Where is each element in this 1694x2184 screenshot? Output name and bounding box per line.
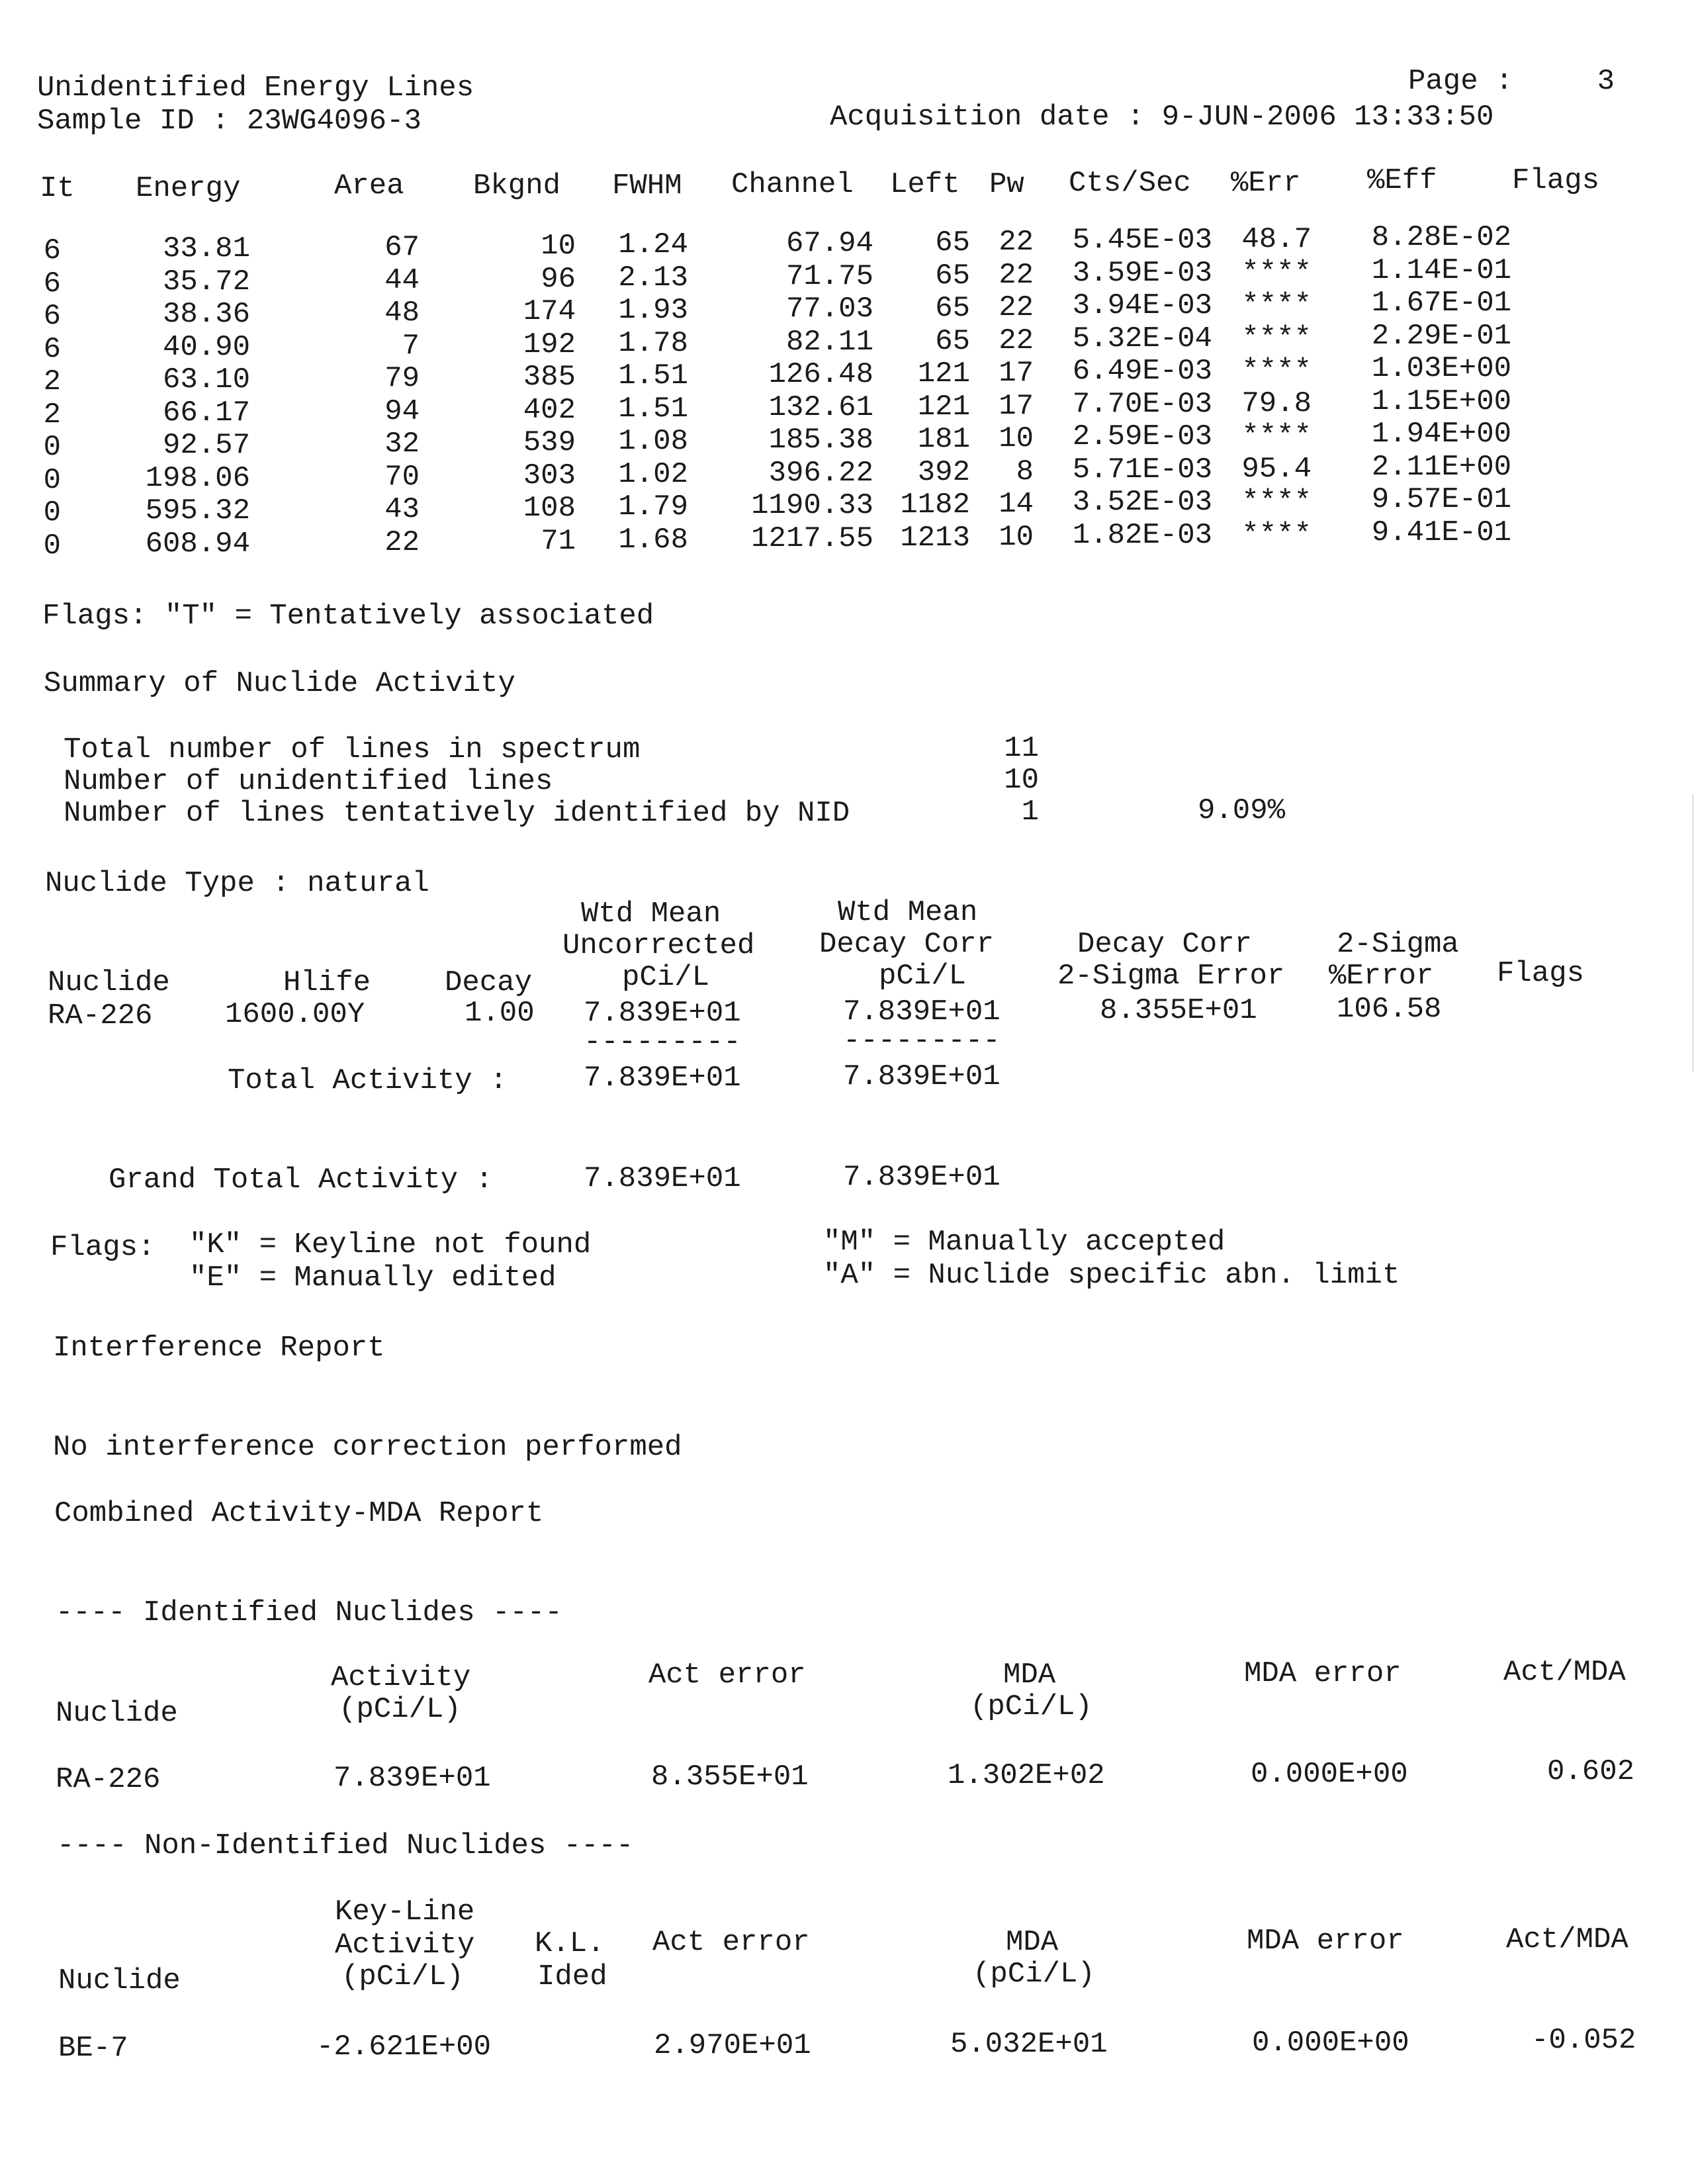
cell-left: 121 [917, 390, 970, 424]
cell-bkgnd: 192 [523, 328, 576, 361]
cell-energy: 35.72 [162, 265, 250, 298]
col-flags: Flags [1512, 164, 1600, 197]
flag-legend-a: "A" = Nuclide specific abn. limit [823, 1259, 1400, 1292]
col-bkgnd: Bkgnd [473, 169, 561, 203]
col-eff: %Eff [1367, 164, 1437, 197]
cell-cts-sec: 3.94E-03 [1072, 289, 1212, 322]
col-channel: Channel [731, 168, 854, 201]
id-row-act-error: 8.355E+01 [651, 1760, 809, 1794]
cell-channel: 82.11 [785, 326, 873, 359]
nid-hdr-activity: Activity [335, 1929, 475, 1962]
nid-row-act-mda: -0.052 [1531, 2024, 1636, 2057]
cell-area: 94 [384, 395, 420, 428]
col-energy: Energy [136, 172, 241, 205]
cell-channel: 77.03 [785, 293, 873, 326]
cell-cts-sec: 5.45E-03 [1072, 224, 1212, 257]
cell-it: 6 [43, 267, 61, 300]
cell-pw: 10 [999, 521, 1034, 554]
col-left: Left [890, 168, 960, 201]
cell-bkgnd: 539 [523, 426, 576, 459]
nid-hdr-mda: MDA [1006, 1926, 1059, 1959]
cell-it: 2 [43, 398, 61, 432]
interference-title: Interference Report [53, 1332, 385, 1365]
dash-separator-1: --------- [584, 1026, 741, 1059]
cell-area: 70 [384, 461, 420, 494]
cell-energy: 595.32 [145, 494, 250, 527]
cell-eff: 2.11E+00 [1371, 451, 1511, 484]
cell-left: 1182 [900, 488, 970, 522]
cell-bkgnd: 10 [541, 230, 576, 263]
cell-area: 32 [384, 428, 420, 461]
acquisition-date: Acquisition date : 9-JUN-2006 13:33:50 [830, 101, 1494, 134]
cell-area: 43 [384, 493, 420, 526]
page-label: Page : [1408, 65, 1513, 98]
dash-separator-2: --------- [843, 1024, 1001, 1058]
cell-area: 48 [384, 296, 420, 330]
nuclide-type: Nuclide Type : natural [45, 867, 429, 900]
tentative-percent: 9.09% [1198, 794, 1286, 827]
cell-pw: 17 [999, 390, 1034, 423]
total-activity-label: Total Activity : [228, 1064, 508, 1097]
cell-area: 22 [384, 526, 420, 559]
col-fwhm: FWHM [612, 169, 682, 203]
cell-pw: 8 [1016, 455, 1034, 488]
cell-fwhm: 1.08 [618, 425, 688, 458]
hdr-nuclide: Nuclide [48, 966, 170, 999]
cell-energy: 198.06 [145, 462, 250, 495]
id-row-mda-error: 0.000E+00 [1251, 1758, 1408, 1791]
nid-hdr-act-error: Act error [652, 1926, 810, 1959]
sample-id: Sample ID : 23WG4096-3 [37, 105, 422, 138]
cell-err: 48.7 [1241, 223, 1312, 256]
cell-cts-sec: 1.82E-03 [1072, 519, 1212, 552]
act-row-uncorr: 7.839E+01 [584, 997, 741, 1030]
cell-eff: 1.15E+00 [1371, 385, 1511, 418]
cell-it: 2 [43, 365, 61, 398]
cell-cts-sec: 7.70E-03 [1072, 388, 1212, 421]
identified-title: ---- Identified Nuclides ---- [56, 1596, 562, 1629]
hdr-flags: Flags [1497, 957, 1585, 990]
cell-energy: 92.57 [162, 429, 250, 462]
flag-legend-e: "E" = Manually edited [189, 1261, 557, 1295]
cell-eff: 1.67E-01 [1371, 287, 1511, 320]
flags-note: Flags: "T" = Tentatively associated [42, 600, 654, 633]
id-hdr-activity: Activity [331, 1661, 471, 1694]
cell-cts-sec: 6.49E-03 [1072, 355, 1212, 388]
cell-channel: 1217.55 [751, 522, 873, 555]
cell-cts-sec: 5.32E-04 [1072, 322, 1212, 355]
combined-report-title: Combined Activity-MDA Report [54, 1497, 544, 1530]
cell-channel: 1190.33 [751, 489, 873, 522]
hdr-hlife: Hlife [283, 966, 371, 999]
cell-left: 65 [935, 259, 970, 293]
cell-pw: 22 [999, 291, 1034, 324]
act-row-hlife: 1600.00Y [225, 998, 365, 1031]
total-lines-value: 11 [1004, 732, 1039, 765]
tentative-lines-value: 1 [1021, 796, 1039, 829]
cell-it: 0 [43, 529, 61, 563]
nid-hdr-nuclide: Nuclide [58, 1964, 181, 1997]
cell-fwhm: 1.51 [618, 392, 688, 426]
nid-row-activity: -2.621E+00 [316, 2030, 492, 2064]
cell-err: **** [1241, 256, 1312, 289]
cell-fwhm: 1.78 [618, 327, 688, 360]
grand-total-uncorr: 7.839E+01 [584, 1162, 741, 1195]
cell-channel: 67.94 [785, 227, 873, 260]
nid-row-nuclide: BE-7 [58, 2032, 128, 2065]
lines-table-header [0, 164, 1694, 205]
act-row-corr: 7.839E+01 [843, 995, 1001, 1028]
cell-it: 6 [43, 300, 61, 333]
total-activity-corr: 7.839E+01 [843, 1060, 1001, 1093]
cell-it: 6 [43, 234, 61, 267]
cell-eff: 8.28E-02 [1371, 221, 1511, 254]
non-identified-title: ---- Non-Identified Nuclides ---- [57, 1829, 634, 1862]
cell-fwhm: 1.02 [618, 458, 688, 491]
cell-pw: 17 [999, 357, 1034, 390]
cell-energy: 63.10 [162, 363, 250, 396]
cell-area: 79 [384, 362, 420, 395]
flag-legend-m: "M" = Manually accepted [823, 1226, 1226, 1259]
nid-row-mda: 5.032E+01 [950, 2028, 1108, 2061]
cell-area: 7 [402, 330, 420, 363]
cell-left: 181 [917, 423, 970, 456]
cell-pw: 14 [999, 488, 1034, 521]
total-activity-uncorr: 7.839E+01 [584, 1062, 741, 1095]
id-row-nuclide: RA-226 [56, 1763, 161, 1796]
hdr-decay-corr-2: Decay Corr [1077, 928, 1253, 961]
cell-area: 44 [384, 264, 420, 297]
cell-eff: 2.29E-01 [1371, 320, 1511, 353]
cell-fwhm: 1.93 [618, 294, 688, 327]
cell-left: 1213 [900, 522, 970, 555]
cell-bkgnd: 71 [541, 525, 576, 558]
nid-hdr-act-mda: Act/MDA [1506, 1923, 1628, 1956]
col-cts-sec: Cts/Sec [1069, 167, 1191, 200]
unidentified-lines-value: 10 [1004, 764, 1039, 797]
cell-left: 65 [935, 226, 970, 259]
cell-eff: 1.03E+00 [1371, 352, 1511, 385]
cell-energy: 608.94 [145, 527, 250, 561]
act-row-nuclide: RA-226 [48, 999, 153, 1032]
cell-it: 0 [43, 464, 61, 497]
cell-err: **** [1241, 289, 1312, 322]
cell-pw: 22 [999, 324, 1034, 357]
cell-fwhm: 2.13 [618, 261, 688, 295]
col-area: Area [334, 169, 404, 203]
cell-it: 0 [43, 496, 61, 529]
cell-bkgnd: 108 [523, 492, 576, 525]
cell-cts-sec: 3.59E-03 [1072, 257, 1212, 290]
cell-cts-sec: 5.71E-03 [1072, 453, 1212, 486]
grand-total-corr: 7.839E+01 [843, 1161, 1001, 1194]
hdr-2sigma: 2-Sigma [1337, 928, 1459, 961]
cell-eff: 1.14E-01 [1371, 254, 1511, 287]
cell-bkgnd: 96 [541, 263, 576, 296]
cell-err: **** [1241, 485, 1312, 518]
cell-err: 95.4 [1241, 453, 1312, 486]
cell-bkgnd: 402 [523, 394, 576, 427]
cell-fwhm: 1.68 [618, 523, 688, 557]
cell-energy: 33.81 [162, 232, 250, 265]
grand-total-label: Grand Total Activity : [109, 1163, 493, 1197]
id-hdr-nuclide: Nuclide [56, 1697, 178, 1730]
nid-row-act-error: 2.970E+01 [654, 2029, 811, 2062]
cell-channel: 132.61 [768, 391, 873, 424]
id-hdr-mda-error: MDA error [1244, 1657, 1402, 1690]
cell-eff: 1.94E+00 [1371, 418, 1511, 451]
hdr-decay: Decay [445, 966, 533, 999]
nid-hdr-ided: Ided [537, 1960, 607, 1993]
id-hdr-act-mda: Act/MDA [1503, 1656, 1626, 1689]
id-row-activity: 7.839E+01 [334, 1762, 491, 1795]
cell-area: 67 [384, 231, 420, 264]
cell-it: 6 [43, 333, 61, 366]
summary-title: Summary of Nuclide Activity [44, 667, 515, 700]
cell-err: 79.8 [1241, 387, 1312, 420]
report-title: Unidentified Energy Lines [37, 71, 474, 105]
cell-err: **** [1241, 518, 1312, 551]
nid-hdr-keyline: Key-Line [335, 1895, 475, 1929]
cell-channel: 71.75 [785, 260, 873, 293]
cell-bkgnd: 385 [523, 361, 576, 394]
page-number: 3 [1597, 65, 1615, 98]
cell-eff: 9.57E-01 [1371, 483, 1511, 516]
hdr-pci-1: pCi/L [622, 961, 710, 994]
nid-hdr-mda-error: MDA error [1247, 1925, 1404, 1958]
cell-err: **** [1241, 322, 1312, 355]
nid-hdr-activity-unit: (pCi/L) [341, 1960, 464, 1993]
hdr-2sigma-error: 2-Sigma Error [1057, 960, 1285, 993]
hdr-pct-error: %Error [1329, 960, 1434, 993]
cell-energy: 66.17 [162, 396, 250, 430]
unidentified-lines-label: Number of unidentified lines [64, 765, 553, 798]
id-row-mda: 1.302E+02 [948, 1759, 1105, 1792]
cell-bkgnd: 303 [523, 459, 576, 492]
cell-energy: 40.90 [162, 331, 250, 364]
cell-fwhm: 1.24 [618, 228, 688, 261]
cell-left: 392 [917, 456, 970, 489]
cell-fwhm: 1.79 [618, 490, 688, 523]
nid-row-mda-error: 0.000E+00 [1252, 2026, 1409, 2060]
flag-legend-prefix: Flags: [50, 1231, 156, 1264]
cell-pw: 22 [999, 226, 1034, 259]
cell-it: 0 [43, 431, 61, 464]
cell-pw: 10 [999, 422, 1034, 455]
cell-pw: 22 [999, 259, 1034, 292]
cell-left: 65 [935, 325, 970, 358]
hdr-wtd-mean-2: Wtd Mean [838, 896, 978, 929]
col-err: %Err [1231, 167, 1301, 200]
cell-cts-sec: 3.52E-03 [1072, 486, 1212, 519]
interference-text: No interference correction performed [53, 1431, 682, 1464]
cell-err: **** [1241, 420, 1312, 453]
hdr-decay-corr-1: Decay Corr [819, 928, 995, 961]
hdr-uncorrected: Uncorrected [562, 929, 755, 962]
cell-energy: 38.36 [162, 298, 250, 331]
cell-bkgnd: 174 [523, 295, 576, 328]
hdr-pci-2: pCi/L [879, 960, 967, 993]
nid-hdr-mda-unit: (pCi/L) [973, 1958, 1095, 1991]
act-row-decay: 1.00 [465, 997, 535, 1030]
act-row-sigma-err: 8.355E+01 [1100, 994, 1257, 1027]
total-lines-label: Total number of lines in spectrum [64, 733, 641, 766]
id-row-act-mda: 0.602 [1547, 1755, 1635, 1788]
cell-err: **** [1241, 354, 1312, 387]
cell-channel: 126.48 [768, 358, 873, 391]
cell-channel: 185.38 [768, 424, 873, 457]
cell-eff: 9.41E-01 [1371, 516, 1511, 549]
tentative-lines-label: Number of lines tentatively identified by NID [64, 797, 850, 830]
col-it: It [40, 172, 75, 205]
act-row-pct-err: 106.58 [1337, 993, 1442, 1026]
flag-legend-k: "K" = Keyline not found [189, 1228, 592, 1261]
id-hdr-mda-unit: (pCi/L) [970, 1690, 1092, 1723]
id-hdr-act-error: Act error [648, 1659, 806, 1692]
nid-hdr-kl: K.L. [535, 1927, 605, 1960]
id-hdr-mda: MDA [1003, 1659, 1056, 1692]
cell-left: 65 [935, 292, 970, 325]
col-pw: Pw [989, 168, 1024, 201]
id-hdr-activity-unit: (pCi/L) [339, 1693, 461, 1726]
hdr-wtd-mean-1: Wtd Mean [581, 897, 721, 931]
cell-fwhm: 1.51 [618, 359, 688, 392]
cell-cts-sec: 2.59E-03 [1072, 420, 1212, 453]
table-row [0, 516, 1694, 563]
cell-left: 121 [917, 357, 970, 390]
cell-channel: 396.22 [768, 457, 873, 490]
